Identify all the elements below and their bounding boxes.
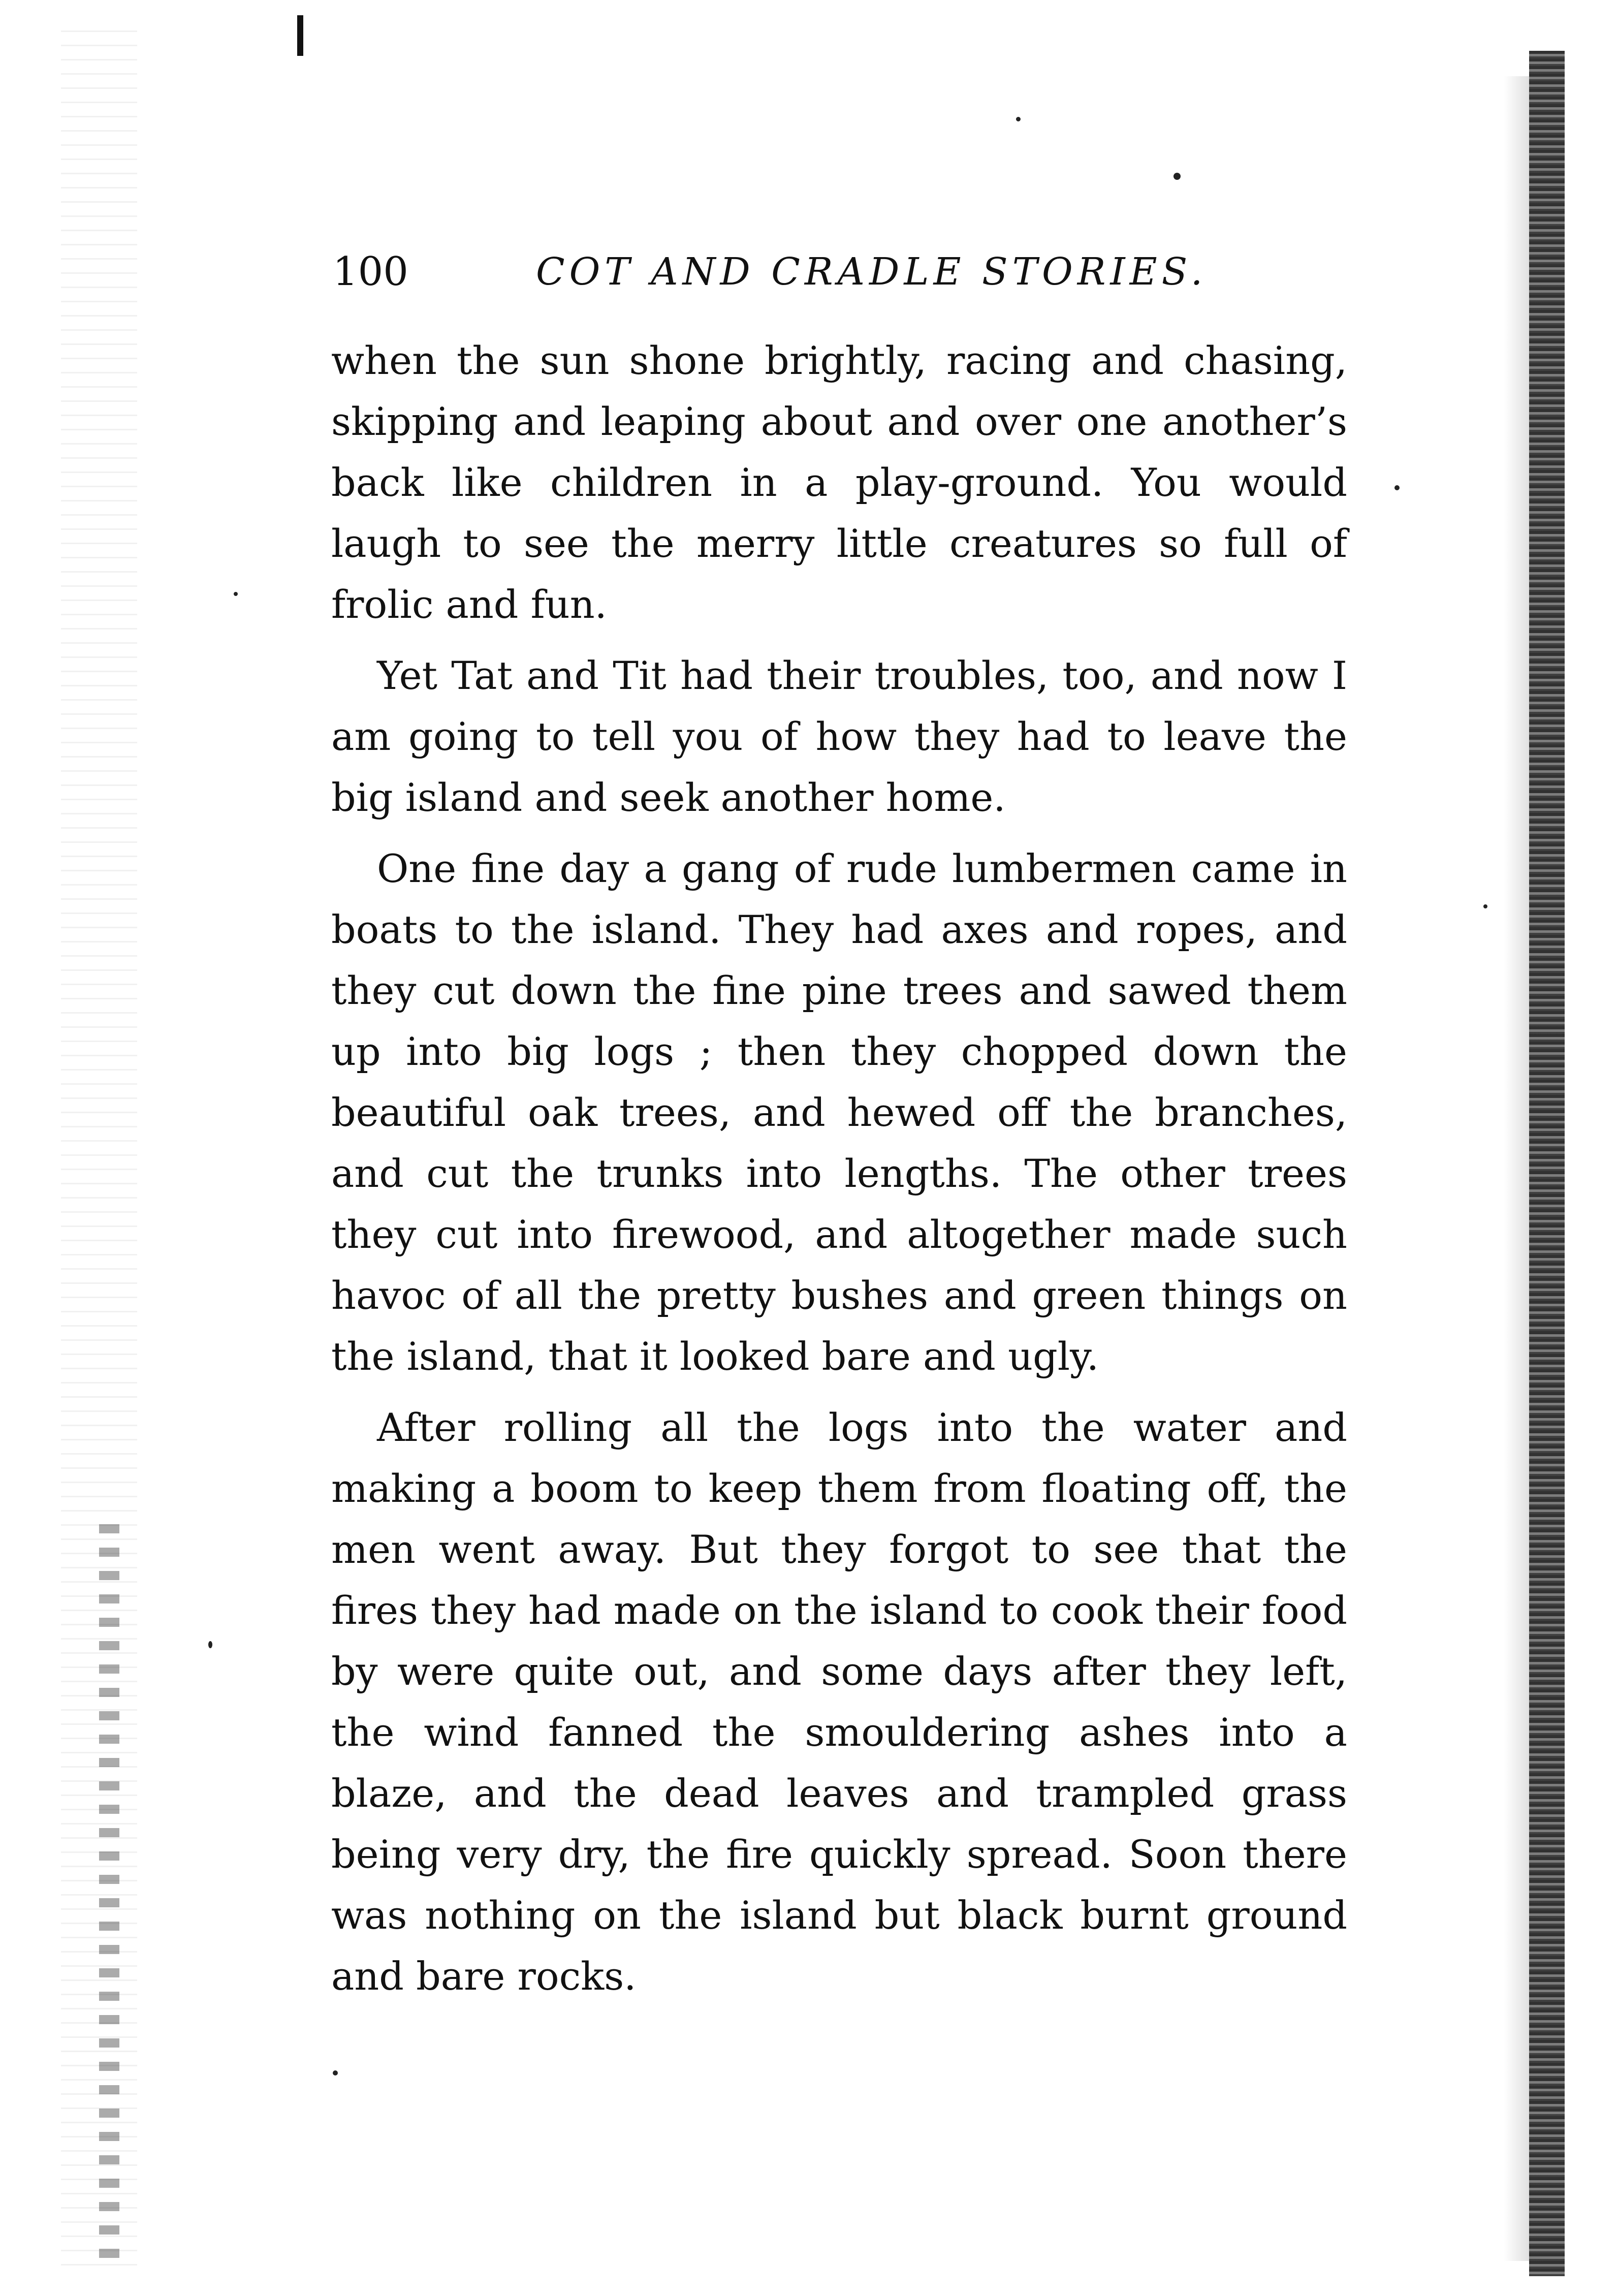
paragraph: when the sun shone brightly, racing and chasing, skipping and leaping about and over one another’s back like children in a play-ground. You would laugh to see the merry little creatures so full of frolic and fun. <box>331 338 1347 627</box>
scan-speck <box>208 1641 212 1648</box>
paragraph: After rolling all the logs into the water and making a boom to keep them from floating off, the men went away. But they forgot to see that the fires they had made on the island to cook their food by were quite out, and some days after they left, the wind fanned the smouldering ashes into a blaze, and the dead leaves and trampled grass being very dry, the fire quickly spread. Soon there was nothing on the island but black burnt ground and bare rocks. <box>331 1405 1347 1999</box>
page-header <box>333 246 1328 297</box>
scan-top-mark <box>297 15 303 56</box>
scan-speck <box>333 2070 338 2075</box>
running-head: COT AND CRADLE STORIES. <box>536 250 1208 294</box>
scan-right-shadow <box>1504 76 1529 2261</box>
scan-left-margin-marks <box>99 1524 119 2261</box>
body-text <box>331 330 1347 2017</box>
scan-speck <box>1173 173 1181 180</box>
scan-speck <box>1394 485 1400 490</box>
scan-speck <box>1016 117 1021 121</box>
paragraph: Yet Tat and Tit had their troubles, too, and now I am going to tell you of how they had to leave the big island and seek another home. <box>331 653 1347 820</box>
page-number: 100 <box>333 249 408 295</box>
scan-speck <box>234 592 238 596</box>
scan-speck <box>1483 904 1487 908</box>
scan-right-page-edge <box>1529 51 1565 2276</box>
paragraph: One fine day a gang of rude lumbermen came in boats to the island. They had axes and ropes, and they cut down the fine pine trees and sawed them up into big logs ; then they chopped down the beautiful oak trees, and hewed off the branches, and cut the trunks into lengths. The other trees they cut into firewood, and altogether made such havoc of all the pretty bushes and green things on the island, that it looked bare and ugly. <box>331 846 1347 1379</box>
